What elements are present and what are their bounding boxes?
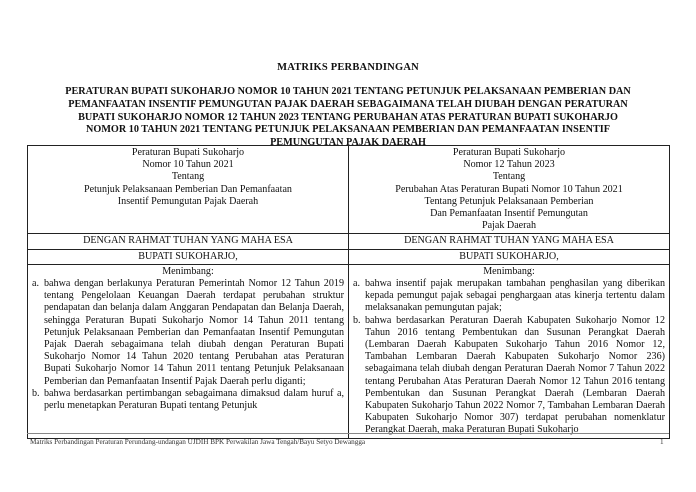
left-header-line: Nomor 10 Tahun 2021 xyxy=(142,159,234,171)
right-rahmat: DENGAN RAHMAT TUHAN YANG MAHA ESA xyxy=(349,234,670,249)
document-title: MATRIKS PERBANDINGAN xyxy=(277,62,419,73)
footer-text: Matriks Perbandingan Peraturan Perundang-undangan UJDIH BPK Perwakilan Jawa Tengah/Bayu Setyo Dewangga xyxy=(30,438,366,446)
bupati-row xyxy=(28,249,670,264)
document-subtitle: PERATURAN BUPATI SUKOHARJO NOMOR 10 TAHUN 2021 TENTANG PETUNJUK PELAKSANAAN PEMBERIAN DAN PEMANFAATAN INSENTIF PEMUNGUTAN PAJAK DAERAH SEBAGAIMANA TELAH DIUBAH DENGAN PERATURAN BUPATI SUKOHARJO NOMOR 12 TAHUN 2023 TENTANG PERUBAHAN ATAS PERATURAN BUPATI SUKOHARJO NOMOR 10 TAHUN 2021 TENTANG PETUNJUK PELAKSANAAN PEMBERIAN DAN PEMANFAATAN INSENTIF PEMUNGUTAN PAJAK DAERAH xyxy=(65,86,631,149)
list-item xyxy=(32,388,344,412)
left-header-line: Tentang xyxy=(171,171,205,183)
right-header-line: Tentang Petunjuk Pelaksanaan Pemberian xyxy=(424,195,594,207)
footer-divider xyxy=(27,433,669,434)
left-bupati: BUPATI SUKOHARJO, xyxy=(28,249,349,264)
item-marker: a. xyxy=(32,278,40,290)
item-marker: b. xyxy=(32,387,40,399)
left-header-line: Peraturan Bupati Sukoharjo xyxy=(131,147,245,158)
item-marker: b. xyxy=(353,314,361,326)
right-regulation-header xyxy=(349,146,670,234)
right-header-line: Pajak Daerah xyxy=(481,220,537,232)
left-menimbang-cell xyxy=(28,264,349,438)
item-text: bahwa berdasarkan pertimbangan sebagaimana dimaksud dalam huruf a, perlu menetapkan Peraturan Bupati tentang Petunjuk xyxy=(44,387,344,412)
rahmat-row xyxy=(28,234,670,249)
left-rahmat: DENGAN RAHMAT TUHAN YANG MAHA ESA xyxy=(28,234,349,249)
left-regulation-header xyxy=(28,146,349,234)
right-menimbang-list xyxy=(353,278,665,437)
left-header-line: Insentif Pemungutan Pajak Daerah xyxy=(117,195,259,207)
right-bupati: BUPATI SUKOHARJO, xyxy=(349,249,670,264)
header-row xyxy=(28,146,670,234)
item-text: bahwa dengan berlakunya Peraturan Pemerintah Nomor 12 Tahun 2019 tentang Pengelolaan Keuangan Daerah terdapat perubahan struktur pendapatan dan belanja dalam Anggaran Pendapatan dan Belanja Daerah, sehingga Peraturan Bupati Sukoharjo Nomor 14 Tahun 2011 tentang Petunjuk Pelaksanaan Pemberian dan Pemanfaatan Insentif Pemungutan Pajak Daerah sebagaimana telah diubah dengan Peraturan Bupati Sukoharjo Nomor 14 Tahun 2020 tentang Perubahan atas Peraturan Bupati Sukoharjo Nomor 14 Tahun 2011 tentang Petunjuk Pelaksanaan Pemberian dan Pemanfaatan Insentif Pajak Daerah perlu diganti; xyxy=(44,278,344,387)
item-marker: a. xyxy=(353,278,361,290)
list-item xyxy=(32,278,344,388)
item-text: bahwa insentif pajak merupakan tambahan penghasilan yang diberikan kepada pemungut pajak sebagai penghargaan atas kinerja tertentu dalam melaksanakan pemungutan pajak; xyxy=(365,278,665,314)
right-header-line: Dan Pemanfaatan Insentif Pemungutan xyxy=(430,208,588,220)
right-header-line: Tentang xyxy=(492,171,526,183)
comparison-table xyxy=(27,145,670,439)
right-menimbang-label: Menimbang: xyxy=(483,265,535,277)
menimbang-row xyxy=(28,264,670,438)
page-number: 1 xyxy=(660,438,664,446)
right-header-line: Nomor 12 Tahun 2023 xyxy=(463,159,555,171)
left-menimbang-label: Menimbang: xyxy=(162,265,214,277)
right-header-line: Perubahan Atas Peraturan Bupati Nomor 10 Tahun 2021 xyxy=(395,183,623,195)
right-header-line: Peraturan Bupati Sukoharjo xyxy=(452,147,566,158)
left-header-line: Petunjuk Pelaksanaan Pemberian Dan Pemanfaatan xyxy=(84,183,292,195)
left-menimbang-list xyxy=(32,278,344,412)
right-menimbang-cell xyxy=(349,264,670,438)
list-item xyxy=(353,278,665,315)
list-item xyxy=(353,315,665,437)
item-text: bahwa berdasarkan Peraturan Daerah Kabupaten Sukoharjo Nomor 12 Tahun 2016 tentang Pembentukan dan Susunan Perangkat Daerah (Lembaran Daerah Kabupaten Sukoharjo Tahun 2016 Nomor 12, Tambahan Lembaran Daerah Kabupaten Sukoharjo Nomor 236) sebagaimana telah diubah dengan Peraturan Daerah Nomor 7 Tahun 2022 tentang Perubahan Atas Peraturan Daerah Nomor 12 Tahun 2016 tentang Pembentukan dan Susunan Perangkat Daerah (Lembaran Daerah Kabupaten Sukoharjo Tahun 2022 Nomor 7, Tambahan Lembaran Daerah Kabupaten Sukoharjo Nomor 307) terdapat perubahan nomenklatur Perangkat Daerah, maka Peraturan Bupati Sukoharjo xyxy=(365,314,665,436)
